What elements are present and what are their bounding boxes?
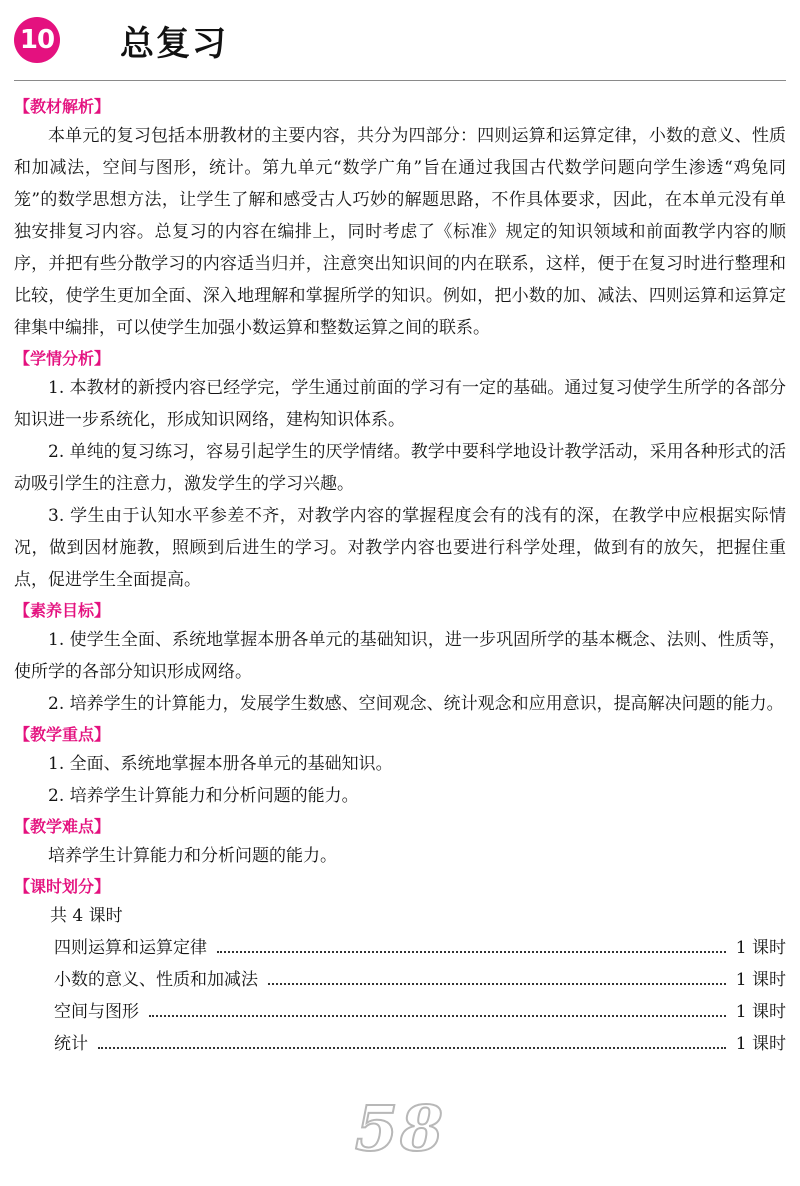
section-heading: 【素养目标】 xyxy=(14,601,111,620)
schedule-row xyxy=(14,932,786,964)
paragraph: 3. 学生由于认知水平参差不齐，对教学内容的掌握程度会有的浅有的深，在教学中应根据实际情况，做到因材施教，照顾到后进生的学习。对教学内容也要进行科学处理，做到有的放矢，把握住重点，促进学生全面提高。 xyxy=(14,506,786,590)
schedule-row xyxy=(14,996,786,1028)
section-student-analysis xyxy=(14,346,786,596)
schedule-item-name: 统计 xyxy=(54,1034,88,1054)
schedule-item-value: 1 课时 xyxy=(735,1002,786,1022)
schedule-total: 共 4 课时 xyxy=(50,906,123,926)
section-heading: 【学情分析】 xyxy=(14,349,111,368)
paragraph: 1. 使学生全面、系统地掌握本册各单元的基础知识，进一步巩固所学的基本概念、法则、性质等，使所学的各部分知识形成网络。 xyxy=(14,630,786,682)
paragraph: 培养学生计算能力和分析问题的能力。 xyxy=(48,846,337,866)
paragraph: 2. 培养学生的计算能力，发展学生数感、空间观念、统计观念和应用意识，提高解决问题的能力。 xyxy=(48,694,784,714)
dot-leader xyxy=(217,951,726,953)
section-lesson-schedule xyxy=(14,874,786,1060)
section-heading: 【教学难点】 xyxy=(14,817,111,836)
dot-leader xyxy=(149,1015,726,1017)
chapter-header xyxy=(14,14,228,66)
schedule-item-name: 小数的意义、性质和加减法 xyxy=(54,970,258,990)
chapter-title: 总复习 xyxy=(120,23,228,64)
schedule-item-name: 空间与图形 xyxy=(54,1002,139,1022)
section-literacy-goals xyxy=(14,598,786,720)
section-teaching-difficulty xyxy=(14,814,786,872)
paragraph: 1. 全面、系统地掌握本册各单元的基础知识。 xyxy=(48,754,393,774)
dot-leader xyxy=(98,1047,726,1049)
paragraph: 1. 本教材的新授内容已经学完，学生通过前面的学习有一定的基础。通过复习使学生所学的各部分知识进一步系统化，形成知识网络，建构知识体系。 xyxy=(14,378,786,430)
section-teaching-focus xyxy=(14,722,786,812)
paragraph: 2. 培养学生计算能力和分析问题的能力。 xyxy=(48,786,359,806)
paragraph: 2. 单纯的复习练习，容易引起学生的厌学情绪。教学中要科学地设计教学活动，采用各种形式的活动吸引学生的注意力，激发学生的学习兴趣。 xyxy=(14,442,786,494)
section-heading: 【课时划分】 xyxy=(14,877,111,896)
section-heading: 【教材解析】 xyxy=(14,97,111,116)
schedule-item-value: 1 课时 xyxy=(735,970,786,990)
schedule-item-value: 1 课时 xyxy=(735,1034,786,1054)
section-textbook-analysis xyxy=(14,94,786,344)
schedule-row xyxy=(14,1028,786,1060)
paragraph: 本单元的复习包括本册教材的主要内容，共分为四部分：四则运算和运算定律，小数的意义、性质和加减法，空间与图形，统计。第九单元“数学广角”旨在通过我国古代数学问题向学生渗透“鸡兔同笼”的数学思想方法，让学生了解和感受古人巧妙的解题思路，不作具体要求，因此，在本单元没有单独安排复习内容。总复习的内容在编排上，同时考虑了《标准》规定的知识领域和前面教学内容的顺序，并把有些分散学习的内容适当归并，注意突出知识间的内在联系，这样，便于在复习时进行整理和比较，使学生更加全面、深入地理解和掌握所学的知识。例如，把小数的加、减法、四则运算和运算定律集中编排，可以使学生加强小数运算和整数运算之间的联系。 xyxy=(14,126,786,338)
dot-leader xyxy=(268,983,726,985)
schedule-row xyxy=(14,964,786,996)
page-content xyxy=(14,92,786,1060)
schedule-item-name: 四则运算和运算定律 xyxy=(54,938,207,958)
header-divider xyxy=(14,80,786,81)
page-number: 58 xyxy=(354,1092,446,1165)
chapter-number-badge: 10 xyxy=(14,17,60,63)
section-heading: 【教学重点】 xyxy=(14,725,111,744)
schedule-item-value: 1 课时 xyxy=(735,938,786,958)
